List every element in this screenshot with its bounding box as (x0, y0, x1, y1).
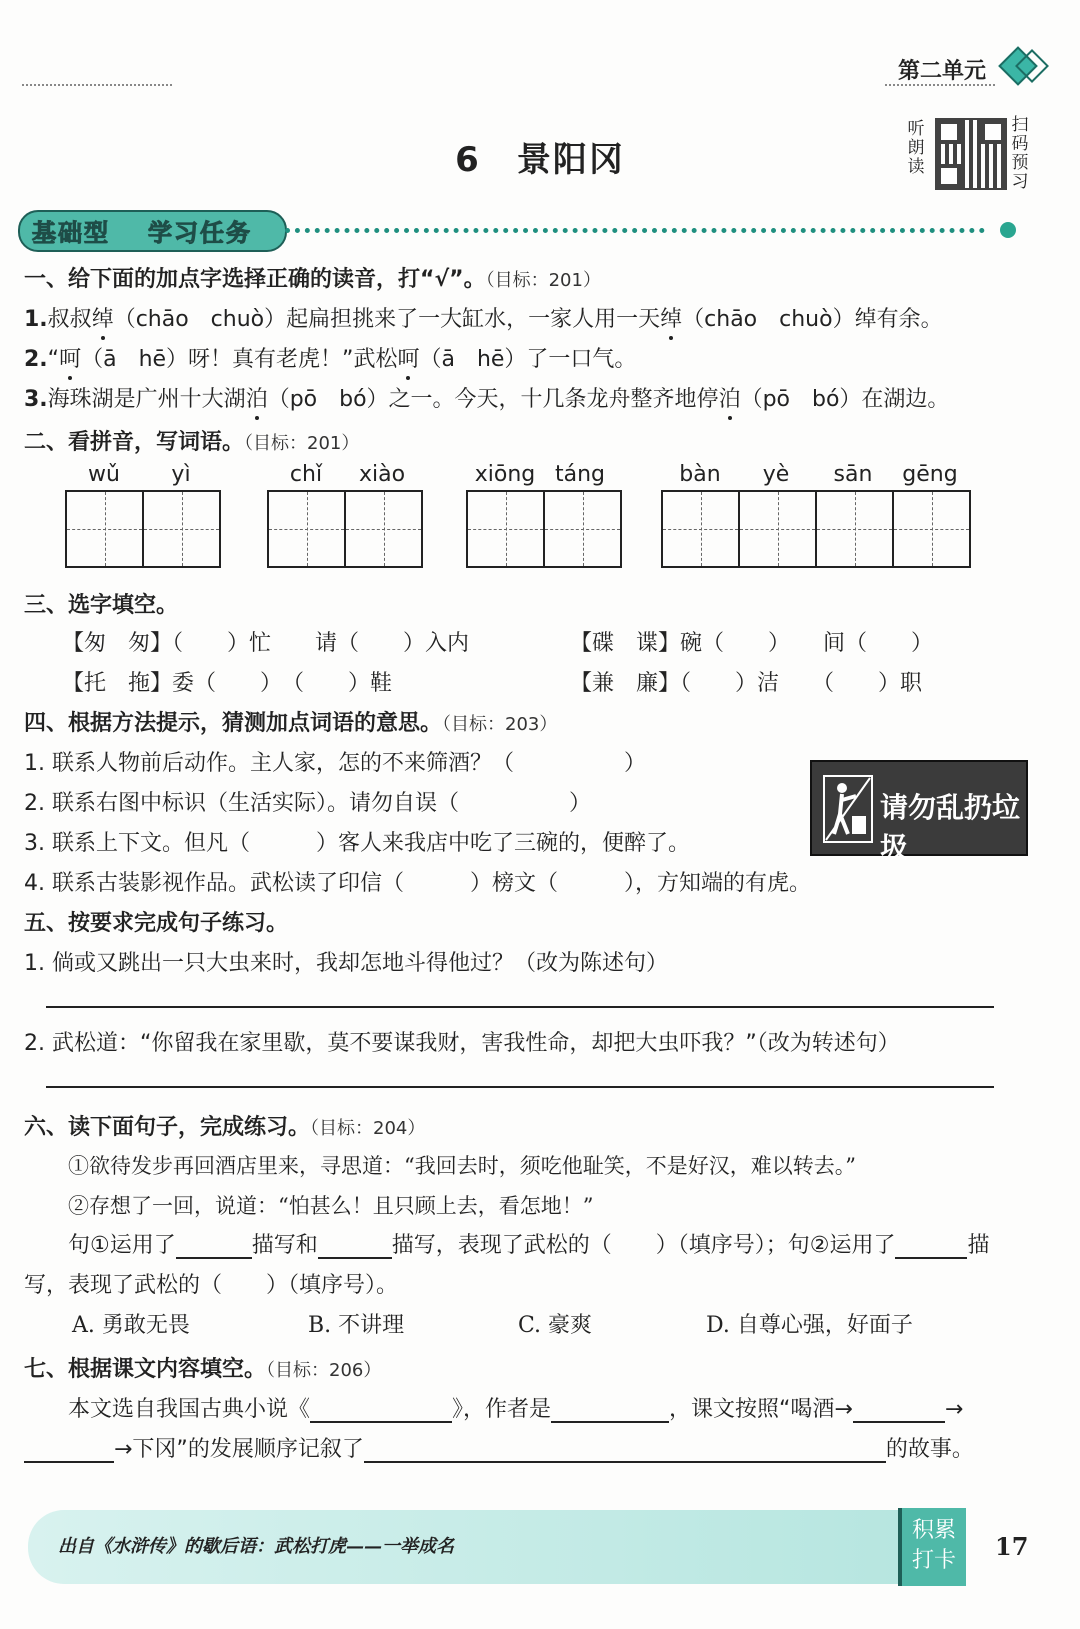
s3-row-2a: 【托 拖】委（ ） （ ）鞋 (62, 671, 393, 696)
banner-type: 基础型 (32, 219, 110, 247)
s4-question-1: 1. 联系人物前后动作。主人家，怎的不来筛酒？（ ） (24, 751, 646, 776)
s1-question-2: 2.“呵（ā hē）呀！真有老虎！”武松呵（ā hē）了一口气。 (24, 347, 637, 372)
s1-question-1: 1.叔叔绰（chāo chuò）起扁担挑来了一大缸水，一家人用一天绰（chāo chuò）绰有余。 (24, 307, 943, 332)
lesson-title: 6 景阳冈 (455, 140, 625, 180)
section-3-title: 三、选字填空。 (24, 593, 179, 618)
blank[interactable] (551, 1396, 669, 1423)
page-number: 17 (995, 1532, 1029, 1561)
s1-question-3: 3.海珠湖是广州十大湖泊（pō bó）之一。今天，十几条龙舟整齐地停泊（pō bó）在湖边。 (24, 387, 950, 412)
blank[interactable] (24, 1436, 114, 1463)
s7-fill-line-1: 本文选自我国古典小说《 》，作者是 ，课文按照“喝酒→ → (68, 1397, 964, 1422)
sign-text: 请勿乱扔垃圾 (880, 791, 1021, 864)
no-littering-sign (810, 760, 1028, 864)
section-4-title: 四、根据方法提示，猜测加点词语的意思。（目标：203） (24, 711, 558, 736)
pinyin: yè (762, 462, 790, 487)
s4-question-2: 2. 联系右图中标识（生活实际）。请勿自误（ ） (24, 791, 591, 816)
banner-end-dot (1000, 222, 1016, 238)
banner-task: 学习任务 (148, 219, 252, 247)
writing-grid-2[interactable] (267, 490, 423, 568)
s5-question-1: 1. 倘或又跳出一只大虫来时，我却怎地斗得他过？（改为陈述句） (24, 951, 668, 976)
pinyin: gēng (902, 462, 958, 487)
answer-line[interactable] (46, 1006, 994, 1008)
pinyin: yì (171, 462, 191, 487)
section-7-title: 七、根据课文内容填空。（目标：206） (24, 1357, 382, 1382)
banner-dotted-line (285, 228, 985, 233)
s6-fill-line-1: 句①运用了 描写和 描写，表现了武松的（ ）（填序号）；句②运用了 描 (68, 1233, 990, 1258)
s4-question-3: 3. 联系上下文。但凡（ ）客人来我店中吃了三碗的，便醉了。 (24, 831, 690, 856)
writing-grid-4[interactable] (661, 490, 971, 568)
section-1-title: 一、给下面的加点字选择正确的读音，打“√”。（目标：201） (24, 267, 601, 292)
section-6-title: 六、读下面句子，完成练习。（目标：204） (24, 1115, 426, 1140)
s6-passage-2: ②存想了一回，说道：“怕甚么！且只顾上去，看怎地！” (68, 1194, 594, 1218)
blank[interactable] (176, 1232, 252, 1259)
blank[interactable] (364, 1436, 886, 1463)
writing-grid-3[interactable] (466, 490, 622, 568)
pinyin: sān (833, 462, 873, 487)
s6-fill-line-2: 写，表现了武松的（ ）（填序号）。 (24, 1273, 399, 1298)
pinyin: xiào (358, 462, 406, 487)
option-c: C. 豪爽 (518, 1313, 593, 1338)
pinyin: chǐ (289, 462, 323, 487)
litter-person-icon (822, 774, 874, 844)
blank[interactable] (310, 1396, 452, 1423)
blank[interactable] (895, 1232, 967, 1259)
blank[interactable] (318, 1232, 392, 1259)
qr-code-icon[interactable] (935, 118, 1007, 190)
pinyin: táng (554, 462, 605, 487)
qr-label-left: 听朗读 (907, 119, 925, 177)
answer-line[interactable] (46, 1086, 994, 1088)
option-d: D. 自尊心强，好面子 (706, 1313, 913, 1338)
header-rule-left (22, 84, 172, 86)
pinyin: xiōng (474, 462, 536, 487)
blank[interactable] (853, 1396, 945, 1423)
s5-question-2: 2. 武松道：“你留我在家里歇，莫不要谋我财，害我性命，却把大虫吓我？”（改为转述句） (24, 1031, 900, 1056)
footer-proverb: 出自《水浒传》的歇后语：武松打虎——一举成名 (58, 1536, 454, 1557)
section-5-title: 五、按要求完成句子练习。 (24, 911, 289, 936)
s6-passage-1: ①欲待发步再回酒店里来，寻思道：“我回去时，须吃他耻笑，不是好汉，难以转去。” (68, 1154, 856, 1178)
qr-label-right: 扫码预习 (1011, 115, 1029, 192)
s3-row-1b: 【碟 谍】碗（ ） 间（ ） (570, 631, 934, 656)
unit-label: 第二单元 (897, 59, 986, 84)
s3-row-2b: 【兼 廉】（ ）洁 （ ）职 (570, 671, 923, 696)
s3-row-1a: 【匆 匆】（ ）忙 请（ ）入内 (62, 631, 470, 656)
pinyin: wǔ (88, 462, 120, 487)
s4-question-4: 4. 联系古装影视作品。武松读了印信（ ）榜文（ ），方知端的有虎。 (24, 871, 811, 896)
option-b: B. 不讲理 (308, 1313, 405, 1338)
checkin-card: 积累打卡 (898, 1508, 966, 1586)
pinyin: bàn (679, 462, 721, 487)
section-2-title: 二、看拼音，写词语。（目标：201） (24, 430, 360, 455)
s7-fill-line-2: →下冈”的发展顺序记叙了 的故事。 (24, 1432, 974, 1463)
writing-grid-1[interactable] (65, 490, 221, 568)
option-a: A. 勇敢无畏 (72, 1313, 190, 1338)
